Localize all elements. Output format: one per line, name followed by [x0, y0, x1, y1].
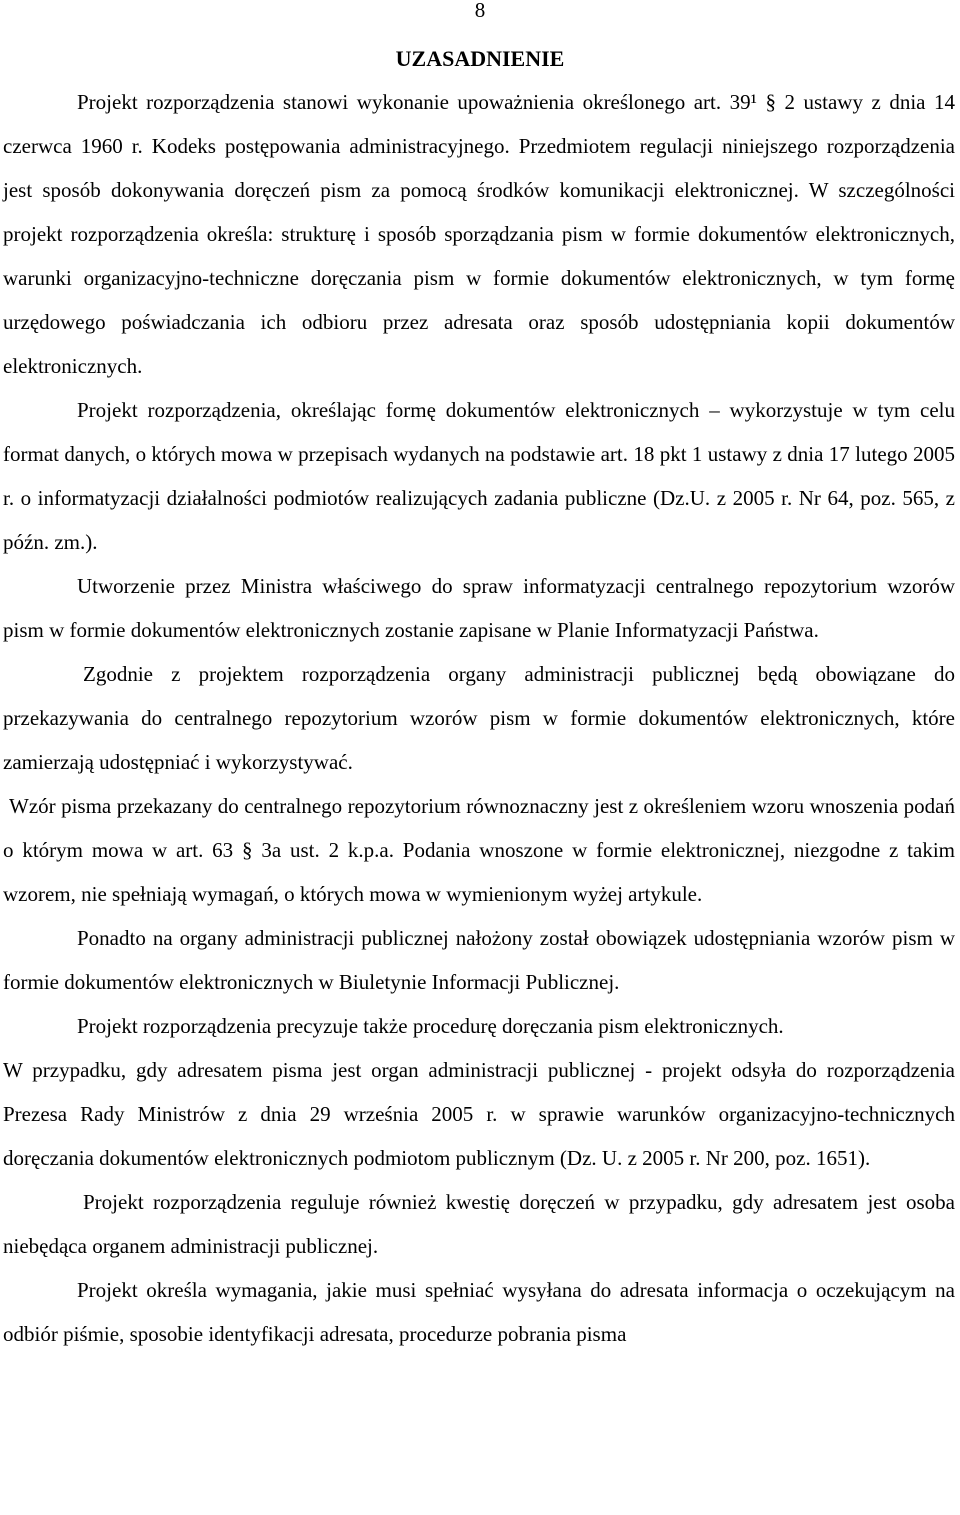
page-number: 8: [474, 0, 486, 22]
document-body: [3, 80, 955, 1356]
paragraph: Utworzenie przez Ministra właściwego do spraw informatyzacji centralnego repozytorium wzorów pism w formie dokumentów elektronicznych zostanie zapisane w Planie Informatyzacji Państwa.: [3, 574, 955, 642]
paragraph: Ponadto na organy administracji publicznej nałożony został obowiązek udostępniania wzorów pism w formie dokumentów elektronicznych w Biuletynie Informacji Publicznej.: [3, 926, 955, 994]
document-title: UZASADNIENIE: [395, 46, 565, 71]
paragraph: Projekt określa wymagania, jakie musi spełniać wysyłana do adresata informacja o oczekującym na odbiór piśmie, sposobie identyfikacji adresata, procedurze pobrania pisma: [3, 1278, 955, 1346]
paragraph: Projekt rozporządzenia, określając formę dokumentów elektronicznych – wykorzystuje w tym celu format danych, o których mowa w przepisach wydanych na podstawie art. 18 pkt 1 ustawy z dnia 17 lutego 2005 r. o informatyzacji działalności podmiotów realizujących zadania publiczne (Dz.U. z 2005 r. Nr 64, poz. 565, z późn. zm.).: [3, 398, 955, 554]
paragraph: Wzór pisma przekazany do centralnego repozytorium równoznaczny jest z określeniem wzoru wnoszenia podań o którym mowa w art. 63 § 3a ust. 2 k.p.a. Podania wnoszone w formie elektronicznej, niezgodne z takim wzorem, nie spełniają wymagań, o których mowa w wymienionym wyżej artykule.: [3, 794, 955, 906]
paragraph: W przypadku, gdy adresatem pisma jest organ administracji publicznej - projekt odsyła do rozporządzenia Prezesa Rady Ministrów z dnia 29 września 2005 r. w sprawie warunków organizacyjno-technicznych doręczania dokumentów elektronicznych podmiotom publicznym (Dz. U. z 2005 r. Nr 200, poz. 1651).: [3, 1058, 955, 1170]
paragraph: Projekt rozporządzenia stanowi wykonanie upoważnienia określonego art. 39¹ § 2 ustawy z dnia 14 czerwca 1960 r. Kodeks postępowania administracyjnego. Przedmiotem regulacji niniejszego rozporządzenia jest sposób dokonywania doręczeń pism za pomocą środków komunikacji elektronicznej. W szczególności projekt rozporządzenia określa: strukturę i sposób sporządzania pism w formie dokumentów elektronicznych, warunki organizacyjno-techniczne doręczania pism w formie dokumentów elektronicznych, w tym formę urzędowego poświadczania ich odbioru przez adresata oraz sposób udostępniania kopii dokumentów elektronicznych.: [3, 90, 955, 378]
paragraph: Projekt rozporządzenia precyzuje także procedurę doręczania pism elektronicznych.: [77, 1014, 784, 1038]
paragraph: Zgodnie z projektem rozporządzenia organy administracji publicznej będą obowiązane do przekazywania do centralnego repozytorium wzorów pism w formie dokumentów elektronicznych, które zamierzają udostępniać i wykorzystywać.: [3, 662, 955, 774]
paragraph: Projekt rozporządzenia reguluje również kwestię doręczeń w przypadku, gdy adresatem jest osoba niebędąca organem administracji publicznej.: [3, 1190, 955, 1258]
